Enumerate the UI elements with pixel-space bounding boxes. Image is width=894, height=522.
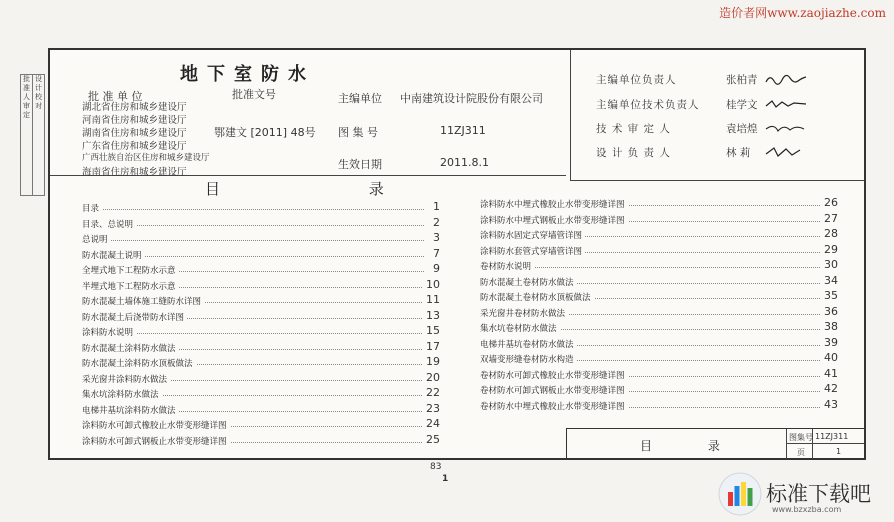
toc-row[interactable] [82,200,440,215]
toc-page: 24 [423,417,440,430]
approval-doc-label: 批准文号 [232,88,276,101]
toc-row[interactable] [480,336,838,351]
toc-row[interactable] [480,243,838,258]
tb-page-label: 页 [797,448,805,457]
toc-row[interactable] [480,227,838,242]
toc-page: 26 [821,196,838,209]
toc-page: 29 [821,243,838,256]
signature-1 [764,72,808,86]
toc-title: 半埋式地下工程防水示意 [82,280,179,292]
approval-unit: 河南省住房和城乡建设厅 [82,115,187,126]
tb-divider [786,443,864,444]
toc-title: 集水坑涂料防水做法 [82,388,162,400]
toc-page: 30 [821,258,838,271]
toc-row[interactable] [82,402,440,417]
toc-title: 目录、总说明 [82,218,136,230]
responsible-role: 主编单位技术负责人 [596,99,700,111]
approval-doc-number: 鄂建文 [2011] 48号 [214,126,316,139]
toc-title: 涂料防水中埋式钢板止水带变形缝详图 [480,214,628,226]
toc-page: 13 [423,309,440,322]
responsible-name: 林 莉 [726,147,751,159]
toc-row[interactable] [82,386,440,401]
approval-unit: 广西壮族自治区住房和城乡建设厅 [82,153,210,163]
title-block-title: 目 录 [640,439,746,453]
toc-row[interactable] [82,371,440,386]
toc-page: 17 [423,340,440,353]
toc-title: 全埋式地下工程防水示意 [82,264,179,276]
approval-unit-label: 批 准 单 位 [88,90,143,103]
toc-title: 电梯井基坑卷材防水做法 [480,338,577,350]
toc-page: 3 [430,231,440,244]
toc-page: 23 [423,402,440,415]
logo-bar [728,492,733,506]
atlas-value: 11ZJ311 [440,124,486,137]
toc-page: 42 [821,382,838,395]
responsible-name: 桂学文 [726,99,758,111]
toc-page: 39 [821,336,838,349]
toc-title: 采光窗井卷材防水做法 [480,307,568,319]
toc-row[interactable] [480,305,838,320]
toc-title: 卷材防水可卸式橡胶止水带变形缝详图 [480,369,628,381]
toc-title: 防水混凝土涂料防水做法 [82,342,179,354]
date-value: 2011.8.1 [440,156,489,169]
toc-title: 涂料防水可卸式钢板止水带变形缝详图 [82,435,230,447]
toc-row[interactable] [480,274,838,289]
toc-title: 目录 [82,202,102,214]
toc-row[interactable] [480,289,838,304]
toc-row[interactable] [480,367,838,382]
toc-page: 11 [423,293,440,306]
tb-divider [786,429,787,459]
signature-2 [764,97,808,111]
toc-heading: 目 录 [205,180,456,198]
editor-label: 主编单位 [338,92,382,105]
atlas-label: 图 集 号 [338,126,378,139]
toc-title: 防水混凝土卷材防水做法 [480,276,577,288]
toc-page: 2 [430,216,440,229]
toc-page: 27 [821,212,838,225]
toc-page: 10 [423,278,440,291]
responsible-name: 张柏青 [726,74,758,86]
toc-page: 19 [423,355,440,368]
toc-title: 涂料防水中埋式橡胶止水带变形缝详图 [480,198,628,210]
toc-title: 防水混凝土涂料防水顶板做法 [82,357,196,369]
logo-bar [735,486,740,506]
approval-unit: 湖南省住房和城乡建设厅 [82,128,187,139]
toc-row[interactable] [82,417,440,432]
toc-page: 43 [821,398,838,411]
toc-page: 9 [430,262,440,275]
toc-row[interactable] [82,433,440,448]
signature-4 [764,145,808,159]
tb-atlas-label: 图集号 [789,433,813,442]
download-logo-icon [718,472,762,516]
toc-title: 涂料防水说明 [82,326,136,338]
toc-page: 15 [423,324,440,337]
toc-page: 36 [821,305,838,318]
toc-row[interactable] [480,196,838,211]
date-label: 生效日期 [338,158,382,171]
toc-title: 总说明 [82,233,111,245]
responsible-name: 袁培煌 [726,123,758,135]
toc-leader-dots [82,209,424,210]
toc-page: 22 [423,386,440,399]
toc-row[interactable] [82,293,440,308]
toc-title: 防水混凝土卷材防水顶板做法 [480,291,594,303]
bottom-page-number: 1 [442,474,449,484]
watermark-top: 造价者网www.zaojiazhe.com [719,6,886,20]
toc-title: 采光窗井涂料防水做法 [82,373,170,385]
responsible-role: 设 计 负 责 人 [596,147,671,159]
toc-title: 卷材防水中埋式橡胶止水带变形缝详图 [480,400,628,412]
approval-unit: 广东省住房和城乡建设厅 [82,141,187,152]
approval-unit: 湖北省住房和城乡建设厅 [82,102,187,113]
toc-title: 卷材防水说明 [480,260,534,272]
toc-row[interactable] [82,262,440,277]
logo-url: www.bzxzba.com [772,505,842,514]
toc-row[interactable] [480,320,838,335]
signature-3 [764,121,808,135]
toc-title: 双墙变形缝卷材防水构造 [480,353,577,365]
left-sidebar [20,48,46,460]
bottom-page-number: 83 [430,462,442,472]
toc-row[interactable] [82,355,440,370]
toc-title: 防水混凝土后浇带防水详图 [82,311,187,323]
toc-page: 20 [423,371,440,384]
toc-row[interactable] [82,340,440,355]
toc-page: 38 [821,320,838,333]
responsible-role: 技 术 审 定 人 [596,123,671,135]
toc-page: 41 [821,367,838,380]
toc-title: 涂料防水固定式穿墙管详图 [480,229,585,241]
toc-page: 7 [430,247,440,260]
toc-leader-dots [82,240,424,241]
toc-row[interactable] [480,212,838,227]
toc-page: 35 [821,289,838,302]
toc-row[interactable] [82,324,440,339]
toc-row[interactable] [480,398,838,413]
toc-title: 集水坑卷材防水做法 [480,322,560,334]
toc-row[interactable] [480,351,838,366]
approval-unit: 海南省住房和城乡建设厅 [82,167,187,178]
toc-title: 卷材防水可卸式钢板止水带变形缝详图 [480,384,628,396]
toc-page: 40 [821,351,838,364]
toc-page: 1 [430,200,440,213]
logo-bar [748,488,753,506]
toc-title: 涂料防水套管式穿墙管详图 [480,245,585,257]
toc-row[interactable] [82,278,440,293]
page-title: 地下室防水 [180,64,315,85]
toc-title: 涂料防水可卸式橡胶止水带变形缝详图 [82,419,230,431]
header-v-divider [570,50,571,180]
logo-bar [741,482,746,506]
toc-row[interactable] [82,247,440,262]
toc-row[interactable] [82,216,440,231]
toc-title: 防水混凝土说明 [82,249,145,261]
tb-atlas-value: 11ZJ311 [815,432,849,441]
editor-value: 中南建筑设计院股份有限公司 [400,92,543,105]
header-divider-right [570,180,864,181]
toc-page: 25 [423,433,440,446]
toc-row[interactable] [480,382,838,397]
logo-text: 标准下载吧 [766,482,871,506]
toc-title: 电梯井基坑涂料防水做法 [82,404,179,416]
responsible-role: 主编单位负责人 [596,74,677,86]
sidebar-col-b: 设 计 校 对 [32,74,45,196]
toc-row[interactable] [82,309,440,324]
sidebar-col-a: 批 准 人 审 定 [20,74,33,196]
toc-row[interactable] [480,258,838,273]
toc-title: 防水混凝土墙体施工缝防水详图 [82,295,204,307]
toc-page: 28 [821,227,838,240]
toc-row[interactable] [82,231,440,246]
tb-page-value: 1 [836,447,842,456]
toc-page: 34 [821,274,838,287]
